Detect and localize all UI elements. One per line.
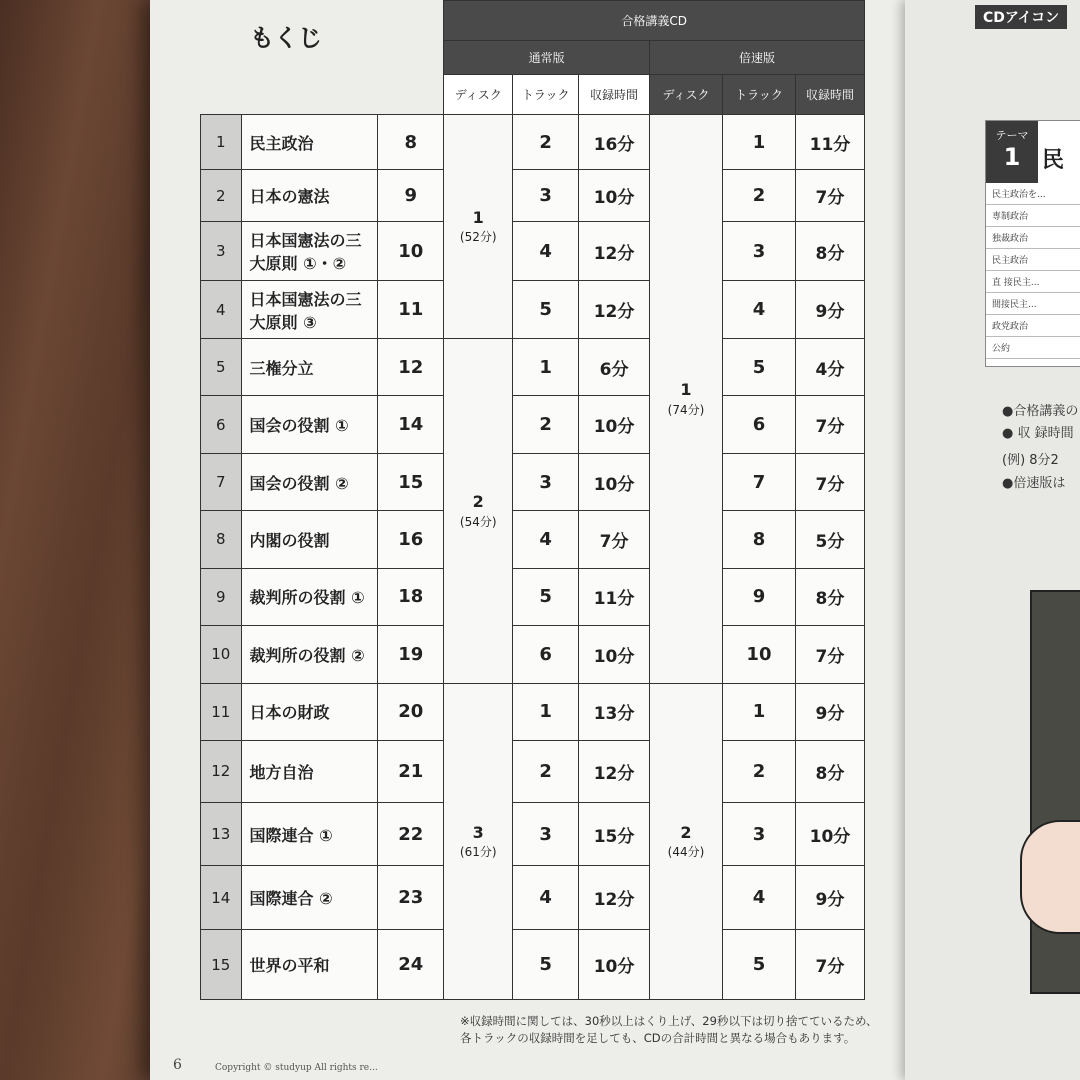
theme-card-rows: [986, 183, 1080, 359]
row-number: 6: [201, 396, 242, 453]
theme-card-number: 1: [1003, 143, 1021, 171]
normal-time: 12分: [579, 866, 650, 930]
fast-disc-cell: [650, 115, 723, 684]
normal-disc-number: 3: [472, 822, 484, 842]
fast-time: 7分: [795, 626, 864, 683]
toc-table: [200, 0, 865, 1000]
row-page: 15: [378, 453, 444, 510]
theme-card-row: 民主政治を...: [986, 183, 1080, 205]
row-number: 1: [201, 115, 242, 170]
row-theme: 国会の役割 ①: [241, 396, 378, 453]
normal-track: 1: [513, 683, 579, 740]
col-time-fast: 収録時間: [795, 75, 864, 115]
page-title: もくじ: [250, 24, 322, 52]
normal-track: 3: [513, 802, 579, 866]
fast-disc-total: (74分): [667, 402, 705, 417]
theme-card-row: 専制政治: [986, 205, 1080, 227]
fast-track: 4: [722, 281, 795, 338]
footnote-line-1: ※収録時間に関しては、30秒以上はくり上げ、29秒以下は切り捨てているため、: [460, 1014, 878, 1028]
fast-track: 1: [722, 115, 795, 170]
normal-time: 10分: [579, 626, 650, 683]
theme-card-title: 民: [1042, 148, 1065, 173]
row-number: 10: [201, 626, 242, 683]
theme-card-row: 独裁政治: [986, 227, 1080, 249]
fast-track: 7: [722, 453, 795, 510]
fast-track: 1: [722, 683, 795, 740]
normal-time: 13分: [579, 683, 650, 740]
row-page: 10: [378, 221, 444, 281]
row-theme: 国際連合 ①: [241, 802, 378, 866]
fast-track: 3: [722, 221, 795, 281]
normal-track: 5: [513, 568, 579, 625]
normal-track: 4: [513, 511, 579, 568]
row-page: 8: [378, 115, 444, 170]
copyright: Copyright © studyup All rights re...: [215, 1063, 378, 1073]
row-page: 24: [378, 930, 444, 1000]
toc-row: [201, 802, 865, 866]
fast-time: 7分: [795, 170, 864, 221]
normal-time: 16分: [579, 115, 650, 170]
fast-track: 2: [722, 170, 795, 221]
fast-time: 8分: [795, 741, 864, 803]
normal-track: 2: [513, 741, 579, 803]
row-page: 12: [378, 338, 444, 395]
theme-card-row: 間接民主...: [986, 293, 1080, 315]
row-page: 16: [378, 511, 444, 568]
row-theme: 日本国憲法の三大原則 ③: [241, 281, 378, 338]
normal-header: 通常版: [444, 41, 650, 75]
fast-time: 7分: [795, 930, 864, 1000]
fast-track: 10: [722, 626, 795, 683]
fast-track: 3: [722, 802, 795, 866]
toc-row: [201, 568, 865, 625]
normal-time: 11分: [579, 568, 650, 625]
theme-card-row: 公約: [986, 337, 1080, 359]
toc-row: [201, 115, 865, 170]
row-theme: 裁判所の役割 ①: [241, 568, 378, 625]
row-page: 18: [378, 568, 444, 625]
normal-disc-total: (61分): [459, 845, 497, 860]
normal-track: 4: [513, 221, 579, 281]
fast-time: 4分: [795, 338, 864, 395]
normal-disc-cell: [444, 683, 513, 999]
normal-disc-cell: [444, 338, 513, 683]
normal-track: 3: [513, 170, 579, 221]
normal-disc-number: 1: [472, 207, 484, 227]
footnote: [460, 1013, 900, 1046]
theme-card-row: 政党政治: [986, 315, 1080, 337]
fast-time: 8分: [795, 568, 864, 625]
fast-header: 倍速版: [650, 41, 865, 75]
row-theme: 三権分立: [241, 338, 378, 395]
fast-track: 6: [722, 396, 795, 453]
toc-row: [201, 683, 865, 740]
row-theme: 日本国憲法の三大原則 ①・②: [241, 221, 378, 281]
footnote-line-2: 各トラックの収録時間を足しても、CDの合計時間と異なる場合もあります。: [460, 1030, 856, 1045]
toc-row: [201, 866, 865, 930]
row-theme: 日本の憲法: [241, 170, 378, 221]
fast-disc-number: 1: [680, 380, 692, 400]
fast-track: 8: [722, 511, 795, 568]
row-theme: 日本の財政: [241, 683, 378, 740]
fast-time: 9分: [795, 866, 864, 930]
row-number: 11: [201, 683, 242, 740]
row-page: 23: [378, 866, 444, 930]
normal-disc-cell: [444, 115, 513, 339]
fast-track: 9: [722, 568, 795, 625]
theme-card-row: 民主政治: [986, 249, 1080, 271]
row-theme: 国会の役割 ②: [241, 453, 378, 510]
toc-row: [201, 170, 865, 221]
row-page: 9: [378, 170, 444, 221]
row-number: 12: [201, 741, 242, 803]
fast-time: 10分: [795, 802, 864, 866]
cd-header: 合格講義CD: [444, 1, 865, 41]
col-disc: ディスク: [444, 75, 513, 115]
row-theme: 裁判所の役割 ②: [241, 626, 378, 683]
row-number: 9: [201, 568, 242, 625]
row-theme: 国際連合 ②: [241, 866, 378, 930]
toc-row: [201, 396, 865, 453]
col-track: トラック: [513, 75, 579, 115]
normal-time: 10分: [579, 396, 650, 453]
fast-time: 5分: [795, 511, 864, 568]
normal-time: 12分: [579, 221, 650, 281]
fast-track: 4: [722, 866, 795, 930]
fast-time: 8分: [795, 221, 864, 281]
row-theme: 内閣の役割: [241, 511, 378, 568]
fast-disc-number: 2: [680, 822, 692, 842]
toc-row: [201, 281, 865, 338]
cd-icon-label: CDアイコン: [975, 5, 1067, 29]
fast-track: 2: [722, 741, 795, 803]
row-number: 15: [201, 930, 242, 1000]
normal-disc-total: (54分): [459, 514, 497, 529]
normal-time: 10分: [579, 170, 650, 221]
normal-time: 6分: [579, 338, 650, 395]
toc-row: [201, 338, 865, 395]
row-theme: 世界の平和: [241, 930, 378, 1000]
theme-card: [985, 120, 1080, 367]
normal-track: 6: [513, 626, 579, 683]
fast-disc-total: (44分): [667, 845, 705, 860]
row-page: 20: [378, 683, 444, 740]
row-theme: 地方自治: [241, 741, 378, 803]
row-page: 22: [378, 802, 444, 866]
toc-row: [201, 453, 865, 510]
page-number: 6: [173, 1057, 182, 1073]
normal-time: 10分: [579, 930, 650, 1000]
row-number: 8: [201, 511, 242, 568]
fast-time: 7分: [795, 396, 864, 453]
row-theme: 民主政治: [241, 115, 378, 170]
normal-disc-total: (52分): [459, 230, 497, 245]
row-number: 4: [201, 281, 242, 338]
theme-card-row: 直 接民主...: [986, 271, 1080, 293]
normal-time: 15分: [579, 802, 650, 866]
normal-time: 7分: [579, 511, 650, 568]
row-number: 2: [201, 170, 242, 221]
fast-track: 5: [722, 930, 795, 1000]
normal-track: 2: [513, 115, 579, 170]
normal-track: 2: [513, 396, 579, 453]
fast-time: 11分: [795, 115, 864, 170]
normal-track: 4: [513, 866, 579, 930]
character-illustration: [1020, 820, 1080, 934]
normal-disc-number: 2: [472, 492, 484, 512]
side-note: ●倍速版は: [1002, 476, 1066, 491]
row-number: 14: [201, 866, 242, 930]
side-note: ● 収 録時間: [1002, 426, 1074, 441]
theme-card-label: テーマ: [995, 129, 1029, 142]
row-page: 19: [378, 626, 444, 683]
row-page: 11: [378, 281, 444, 338]
row-number: 13: [201, 802, 242, 866]
row-number: 3: [201, 221, 242, 281]
fast-track: 5: [722, 338, 795, 395]
normal-track: 3: [513, 453, 579, 510]
normal-track: 5: [513, 930, 579, 1000]
fast-time: 7分: [795, 453, 864, 510]
col-time: 収録時間: [579, 75, 650, 115]
col-track-fast: トラック: [722, 75, 795, 115]
normal-time: 12分: [579, 281, 650, 338]
fast-time: 9分: [795, 281, 864, 338]
toc-row: [201, 221, 865, 281]
toc-row: [201, 511, 865, 568]
toc-row: [201, 930, 865, 1000]
fast-time: 9分: [795, 683, 864, 740]
fast-disc-cell: [650, 683, 723, 999]
normal-time: 12分: [579, 741, 650, 803]
toc-row: [201, 626, 865, 683]
row-page: 14: [378, 396, 444, 453]
theme-card-header: [986, 121, 1038, 183]
row-number: 5: [201, 338, 242, 395]
row-number: 7: [201, 453, 242, 510]
side-note: ●合格講義の: [1002, 404, 1079, 419]
toc-row: [201, 741, 865, 803]
side-note: (例) 8分2: [1002, 453, 1059, 468]
normal-track: 5: [513, 281, 579, 338]
normal-track: 1: [513, 338, 579, 395]
col-disc-fast: ディスク: [650, 75, 723, 115]
normal-time: 10分: [579, 453, 650, 510]
row-page: 21: [378, 741, 444, 803]
